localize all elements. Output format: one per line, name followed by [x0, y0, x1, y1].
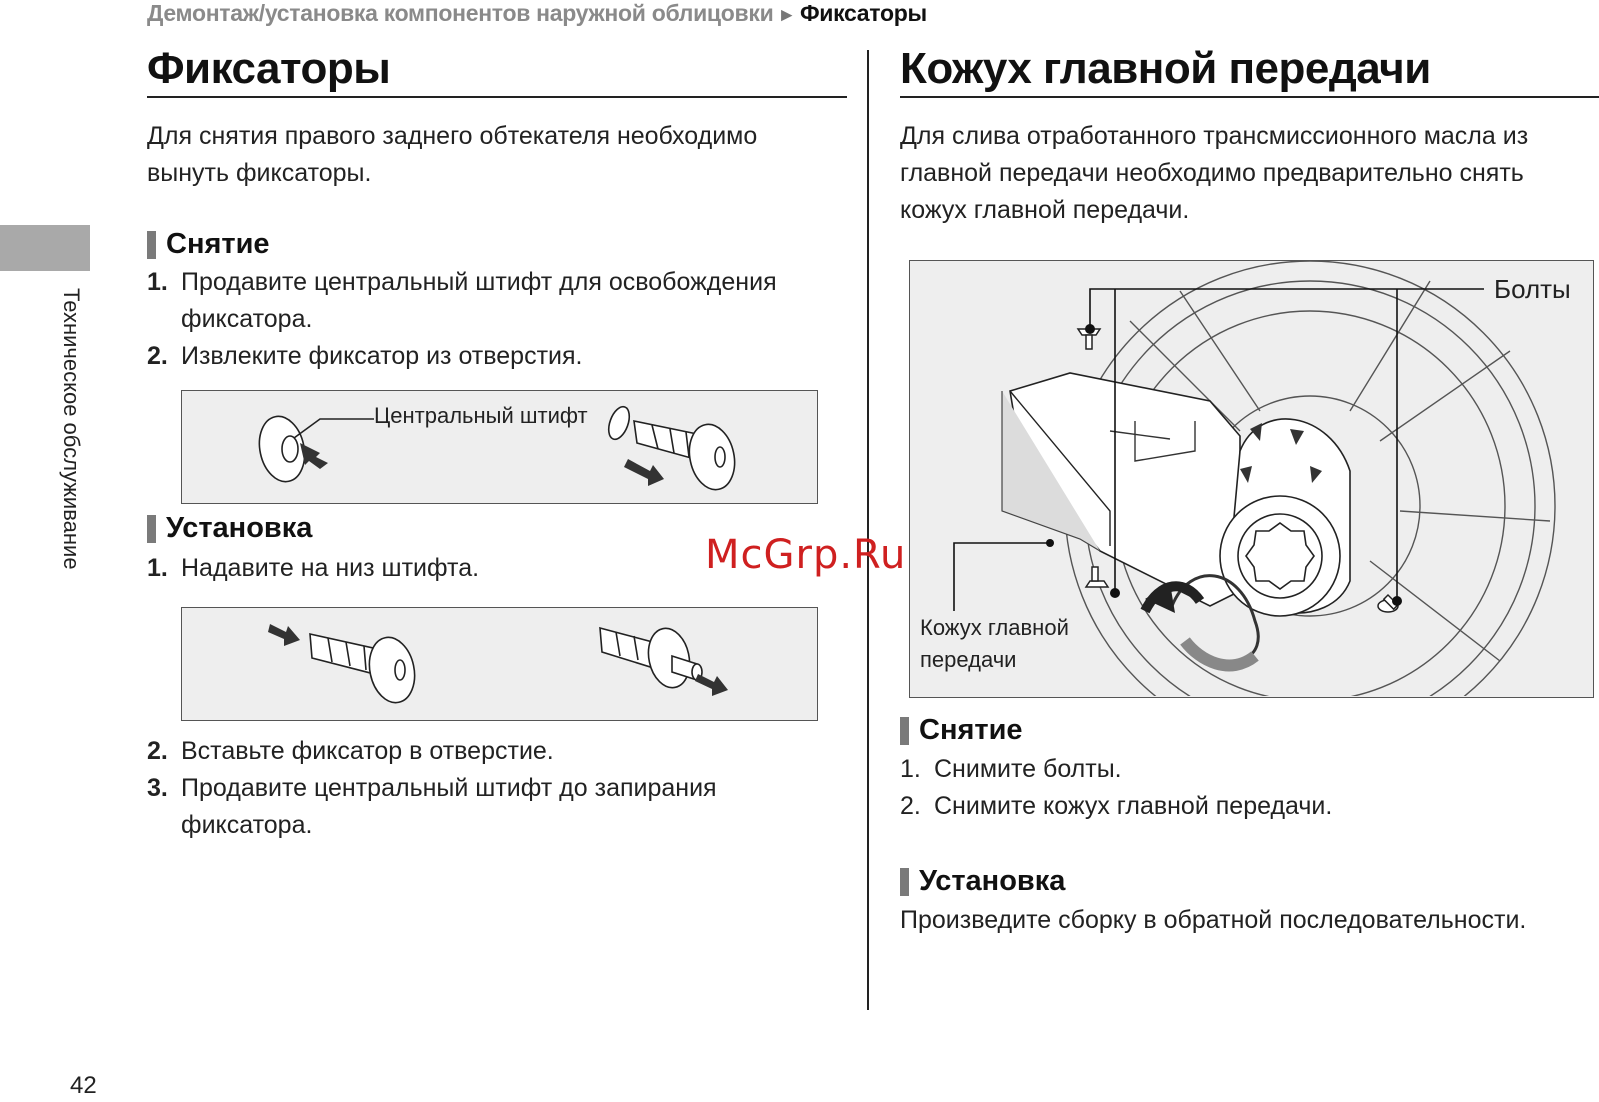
watermark: McGrp.Ru [705, 532, 907, 578]
page-number: 42 [70, 1072, 97, 1099]
left-install-step-2: 2. Вставьте фиксатор в отверстие. [147, 737, 554, 765]
breadcrumb-arrow-icon: ► [777, 5, 796, 26]
left-title-rule [147, 96, 847, 98]
left-removal-heading: Снятие [147, 228, 270, 261]
heading-bar [147, 515, 156, 543]
center-pin-label: Центральный штифт [374, 403, 588, 428]
breadcrumb [147, 0, 927, 27]
left-install-step-3: 3. Продавите центральный штифт до запирания фиксатора. [147, 774, 717, 839]
left-title: Фиксаторы [147, 44, 391, 93]
heading-bar [147, 231, 156, 259]
heading-bar [900, 717, 909, 745]
left-intro: Для снятия правого заднего обтекателя необходимо вынуть фиксаторы. [147, 122, 758, 187]
bolts-label: Болты [1494, 274, 1571, 304]
right-title-rule [900, 96, 1599, 98]
chapter-tab-marker [0, 225, 90, 271]
right-removal-step-1: 1. Снимите болты. [900, 755, 1122, 783]
fastener-install-illustration [182, 608, 816, 719]
heading-bar [900, 868, 909, 896]
right-title: Кожух главной передачи [900, 44, 1431, 93]
chapter-side-label: Техническое обслуживание [59, 288, 84, 570]
fastener-removal-figure [181, 390, 818, 504]
breadcrumb-section: Демонтаж/установка компонентов наружной облицовки [147, 0, 774, 26]
breadcrumb-current: Фиксаторы [799, 0, 927, 26]
left-removal-step-1: 1. Продавите центральный штифт для освобождения фиксатора. [147, 268, 777, 333]
left-removal-step-2: 2. Извлеките фиксатор из отверстия. [147, 342, 583, 370]
left-install-heading: Установка [147, 512, 312, 545]
cover-label-line-1: Кожух главной [920, 615, 1069, 640]
left-install-step-1: 1. Надавите на низ штифта. [147, 554, 480, 582]
column-divider [867, 50, 869, 1010]
right-install-text: Произведите сборку в обратной последовательности. [900, 906, 1527, 934]
final-drive-cover-figure [909, 260, 1594, 698]
right-removal-step-2: 2. Снимите кожух главной передачи. [900, 792, 1333, 820]
cover-label-line-2: передачи [920, 647, 1017, 672]
right-install-heading: Установка [900, 865, 1065, 898]
right-intro: Для слива отработанного трансмиссионного масла из главной передачи необходимо предварительно снять кожух главной передачи. [900, 122, 1529, 224]
fastener-install-figure [181, 607, 818, 721]
right-removal-heading: Снятие [900, 714, 1023, 747]
